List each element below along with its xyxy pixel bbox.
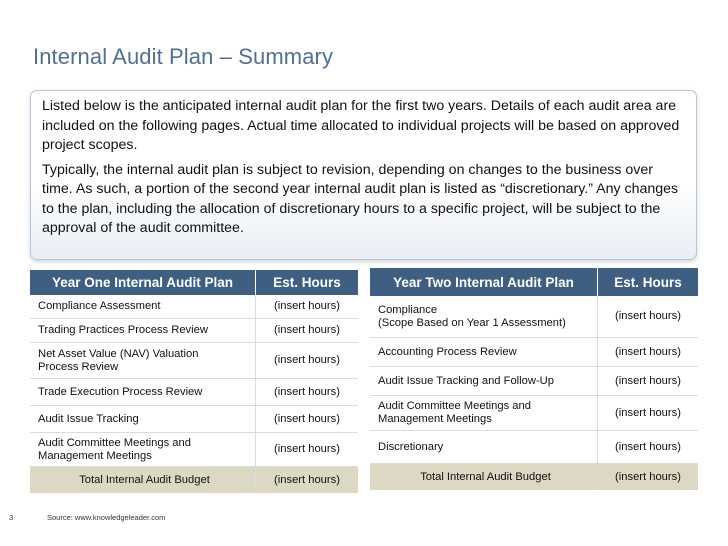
table-row xyxy=(30,433,358,467)
hours-cell: (insert hours) xyxy=(598,367,698,396)
audit-area-cell: Trade Execution Process Review xyxy=(30,379,256,406)
intro-paragraph-2: Typically, the internal audit plan is subject to revision, depending on changes to the business over time. As such, a portion of the second year internal audit plan is listed as “discretionary.” Any changes to the plan, including the allocation of discretionary hours to a specific project, will be subject to the approval of the audit committee. xyxy=(42,161,679,236)
total-label: Total Internal Audit Budget xyxy=(370,464,598,490)
table-row xyxy=(30,343,358,379)
page-number: 3 xyxy=(9,513,14,522)
table-row xyxy=(370,338,698,367)
audit-area-cell: Trading Practices Process Review xyxy=(30,319,256,343)
table-row xyxy=(30,379,358,406)
year-one-plan-table xyxy=(30,270,358,493)
audit-area-cell: Discretionary xyxy=(370,431,598,464)
hours-cell: (insert hours) xyxy=(598,431,698,464)
hours-cell: (insert hours) xyxy=(256,343,358,379)
audit-area-line-1: Compliance xyxy=(378,303,438,316)
hours-cell: (insert hours) xyxy=(256,433,358,467)
hours-cell: (insert hours) xyxy=(256,406,358,433)
source-citation: Source: www.knowledgeleader.com xyxy=(47,513,166,522)
audit-area-cell: Compliance Assessment xyxy=(30,295,256,319)
hours-cell: (insert hours) xyxy=(598,396,698,431)
hours-cell: (insert hours) xyxy=(598,296,698,338)
audit-area-line-2: (Scope Based on Year 1 Assessment) xyxy=(378,316,566,329)
intro-paragraph-1: Listed below is the anticipated internal audit plan for the first two years. Details of each audit area are included on the following pages. Actual time allocated to individual projects will be based on approved project scopes. xyxy=(42,98,680,153)
hours-cell: (insert hours) xyxy=(256,319,358,343)
total-hours: (insert hours) xyxy=(256,467,358,493)
hours-cell: (insert hours) xyxy=(598,338,698,367)
hours-cell: (insert hours) xyxy=(256,295,358,319)
table-row xyxy=(370,396,698,431)
total-label: Total Internal Audit Budget xyxy=(30,467,256,493)
audit-area-cell: Audit Committee Meetings and Management Meetings xyxy=(30,433,256,467)
audit-area-cell: Audit Issue Tracking xyxy=(30,406,256,433)
audit-area-cell xyxy=(370,296,598,338)
table-row xyxy=(370,431,698,464)
page-title: Internal Audit Plan – Summary xyxy=(33,44,334,69)
year-one-area-header: Year One Internal Audit Plan xyxy=(30,270,256,295)
table-row xyxy=(30,406,358,433)
audit-area-cell: Audit Issue Tracking and Follow-Up xyxy=(370,367,598,396)
table-row xyxy=(30,295,358,319)
audit-area-cell: Net Asset Value (NAV) Valuation Process Review xyxy=(30,343,256,379)
table-row xyxy=(370,296,698,338)
year-two-plan-table xyxy=(370,268,698,490)
intro-text-box xyxy=(30,90,697,260)
table-header-row xyxy=(30,270,358,295)
total-row xyxy=(370,464,698,490)
total-hours: (insert hours) xyxy=(598,464,698,490)
hours-cell: (insert hours) xyxy=(256,379,358,406)
table-header-row xyxy=(370,268,698,296)
year-two-area-header: Year Two Internal Audit Plan xyxy=(370,268,598,296)
audit-area-cell: Audit Committee Meetings and Management Meetings xyxy=(370,396,598,431)
table-row xyxy=(30,319,358,343)
year-two-hours-header: Est. Hours xyxy=(598,268,698,296)
year-one-hours-header: Est. Hours xyxy=(256,270,358,295)
total-row xyxy=(30,467,358,493)
table-row xyxy=(370,367,698,396)
audit-area-cell: Accounting Process Review xyxy=(370,338,598,367)
